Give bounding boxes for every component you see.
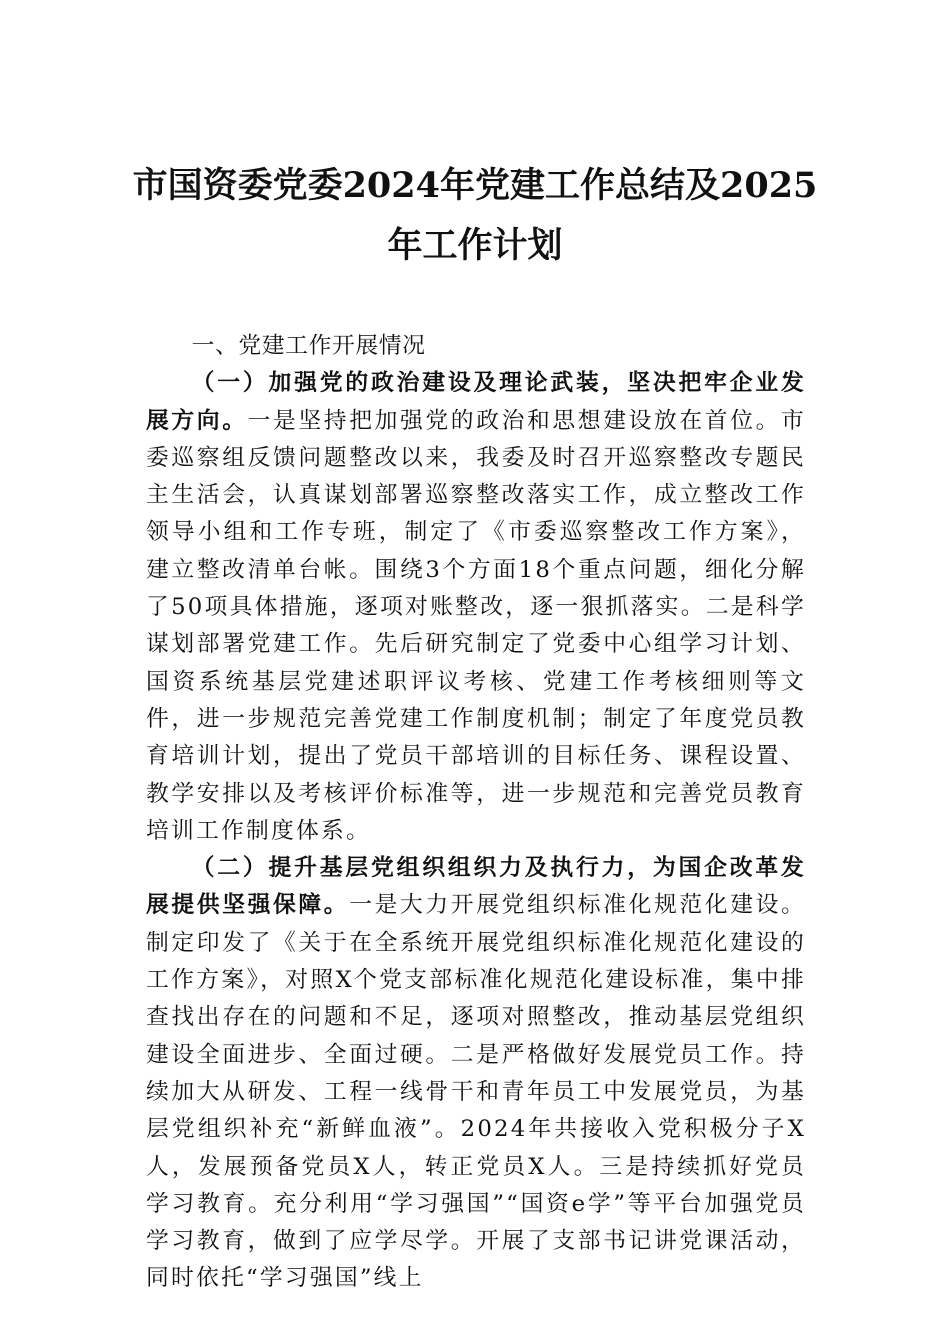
- title-line-2: 年工作计划: [387, 225, 563, 266]
- paragraph-1: [146, 365, 806, 850]
- paragraph-2-lead: （二）提升基层党组织组织力及执行力，为国企改革发展提供坚强保障。: [146, 855, 806, 919]
- paragraph-1-body: 一是坚持把加强党的政治和思想建设放在首位。市委巡察组反馈问题整改以来，我委及时召开巡察整改专题民主生活会，认真谋划部署巡察整改落实工作，成立整改工作领导小组和工作专班，制定了《市委巡察整改工作方案》，建立整改清单台帐。围绕3个方面18个重点问题，细化分解了50项具体措施，逐项对账整改，逐一狠抓落实。二是科学谋划部署党建工作。先后研究制定了党委中心组学习计划、国资系统基层党建述职评议考核、党建工作考核细则等文件，进一步规范完善党建工作制度机制；制定了年度党员教育培训计划，提出了党员干部培训的目标任务、课程设置、教学安排以及考核评价标准等，进一步规范和完善党员教育培训工作制度体系。: [146, 407, 806, 844]
- paragraph-1-lead: （一）加强党的政治建设及理论武装，坚决把牢企业发展方向。: [146, 370, 806, 434]
- section-heading: 一、党建工作开展情况: [191, 333, 426, 359]
- title-line-1: 市国资委党委2024年党建工作总结及2025: [132, 165, 818, 206]
- document-title: [120, 156, 830, 276]
- paragraph-2-body: 一是大力开展党组织标准化规范化建设。制定印发了《关于在全系统开展党组织标准化规范化建设的工作方案》，对照X个党支部标准化规范化建设标准，集中排查找出存在的问题和不足，逐项对照整改，推动基层党组织建设全面进步、全面过硬。二是严格做好发展党员工作。持续加大从研发、工程一线骨干和青年员工中发展党员，为基层党组织补充“新鲜血液”。2024年共接收入党积极分子X人，发展预备党员X人，转正党员X人。三是持续抓好党员学习教育。充分利用“学习强国”“国资e学”等平台加强党员学习教育，做到了应学尽学。开展了支部书记讲党课活动，同时依托“学习强国”线上: [146, 892, 806, 1292]
- document-body: [146, 328, 806, 1298]
- paragraph-2: [146, 850, 806, 1298]
